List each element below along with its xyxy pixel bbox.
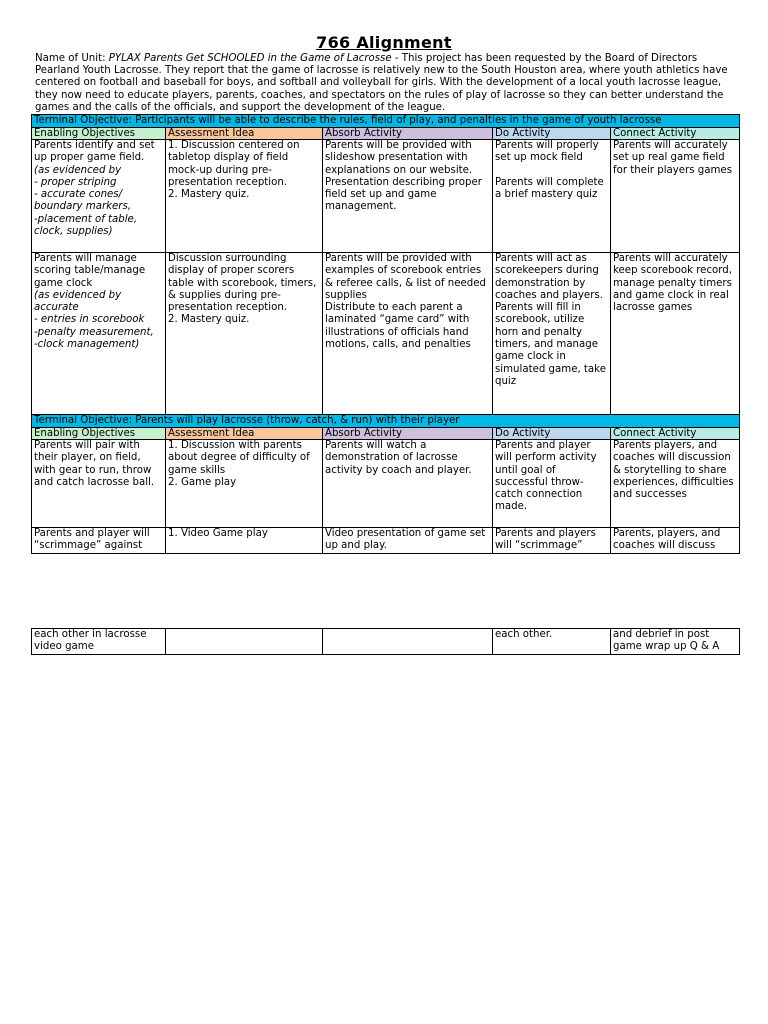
header-absorb-activity: Absorb Activity — [323, 428, 493, 440]
enabling-objective-cell: Parents will pair with their player, on field, with gear to run, throw and catch lacrosse ball. — [32, 440, 166, 528]
unit-label: Name of Unit: — [35, 53, 109, 64]
connect-activity-cell: and debrief in post game wrap up Q & A — [611, 629, 740, 655]
header-assessment-idea: Assessment Idea — [166, 428, 323, 440]
header-assessment-idea: Assessment Idea — [166, 128, 323, 140]
do-activity-cell — [493, 140, 611, 253]
header-absorb-activity: Absorb Activity — [323, 128, 493, 140]
do-activity-cell: Parents and player will perform activity until goal of successful throw-catch connection made. — [493, 440, 611, 528]
header-connect-activity: Connect Activity — [611, 428, 740, 440]
connect-activity-cell: Parents players, and coaches will discussion & storytelling to share experiences, difficulties and successes — [611, 440, 740, 528]
unit-intro-paragraph — [35, 53, 741, 114]
do-activity-cell: Parents will act as scorekeepers during demonstration by coaches and players. Parents will fill in scorebook, utilize horn and penalty timers, and manage game clock in simulated game, take quiz — [493, 253, 611, 415]
enabling-objective-cell — [32, 253, 166, 415]
enabling-objective-evidence: (as evidenced by - proper striping - accurate cones/ boundary markers, -placement of table, clock, supplies) — [34, 164, 138, 238]
table-row — [32, 253, 740, 415]
alignment-table-continuation — [31, 628, 740, 655]
document-title: 766 Alignment — [316, 33, 452, 52]
assessment-idea-cell: 1. Discussion centered on tabletop display of field mock-up during pre-presentation reception. 2. Mastery quiz. — [166, 140, 323, 253]
absorb-activity-cell — [323, 629, 493, 655]
connect-activity-cell: Parents will accurately keep scorebook record, manage penalty timers and game clock in real lacrosse games — [611, 253, 740, 415]
enabling-objective-cell — [32, 140, 166, 253]
enabling-objective-text: Parents will manage scoring table/manage game clock — [34, 253, 146, 289]
absorb-activity-cell: Parents will be provided with slideshow presentation with explanations on our website. Presentation describing proper field set up and game management. — [323, 140, 493, 253]
header-do-activity: Do Activity — [493, 428, 611, 440]
alignment-table — [31, 114, 740, 554]
enabling-objective-cell: each other in lacrosse video game — [32, 629, 166, 655]
connect-activity-cell: Parents, players, and coaches will discuss — [611, 528, 740, 554]
enabling-objective-evidence: (as evidenced by accurate - entries in scorebook -penalty measurement, -clock management) — [34, 289, 154, 351]
terminal-objective-row — [32, 415, 740, 428]
assessment-idea-cell: 1. Video Game play — [166, 528, 323, 554]
header-enabling-objectives: Enabling Objectives — [32, 128, 166, 140]
do-activity-cell: Parents and players will “scrimmage” — [493, 528, 611, 554]
assessment-idea-cell: 1. Discussion with parents about degree of difficulty of game skills 2. Game play — [166, 440, 323, 528]
terminal-objective: Terminal Objective: Parents will play lacrosse (throw, catch, & run) with their player — [32, 415, 740, 428]
assessment-idea-cell — [166, 629, 323, 655]
header-row — [32, 128, 740, 140]
header-connect-activity: Connect Activity — [611, 128, 740, 140]
table-row — [32, 528, 740, 554]
absorb-activity-cell: Video presentation of game set up and play. — [323, 528, 493, 554]
table-row — [32, 140, 740, 253]
header-row — [32, 428, 740, 440]
assessment-idea-cell: Discussion surrounding display of proper scorers table with scorebook, timers, & supplies during pre-presentation reception. 2. Mastery quiz. — [166, 253, 323, 415]
absorb-activity-cell: Parents will be provided with examples of scorebook entries & referee calls, & list of needed supplies Distribute to each parent a laminated “game card” with illustrations of officials hand motions, calls, and penalties — [323, 253, 493, 415]
table-row — [32, 629, 740, 655]
terminal-objective-row — [32, 115, 740, 128]
unit-description: - This project has been requested by the Board of Directors Pearland Youth Lacrosse. They report that the game of lacrosse is relatively new to the South Houston area, where youth athletics have centered on football and baseball for boys, and softball and volleyball for girls. With the development of a local youth lacrosse league, they now need to educate players, parents, coaches, and spectators on the rules of play of lacrosse so they can better understand the games and the calls of the officials, and support the development of the league. — [35, 53, 728, 113]
connect-activity-cell: Parents will accurately set up real game field for their players games — [611, 140, 740, 253]
enabling-objective-text: Parents identify and set up proper game field. — [34, 140, 155, 164]
do-activity-text: Parents will complete a brief mastery quiz — [495, 176, 604, 200]
unit-name: PYLAX Parents Get SCHOOLED in the Game of Lacrosse — [108, 53, 392, 64]
header-do-activity: Do Activity — [493, 128, 611, 140]
do-activity-text: Parents will properly set up mock field — [495, 140, 599, 164]
table-row — [32, 440, 740, 528]
enabling-objective-cell: Parents and player will “scrimmage” against — [32, 528, 166, 554]
header-enabling-objectives: Enabling Objectives — [32, 428, 166, 440]
do-activity-cell: each other. — [493, 629, 611, 655]
terminal-objective: Terminal Objective: Participants will be able to describe the rules, field of play, and penalties in the game of youth lacrosse — [32, 115, 740, 128]
absorb-activity-cell: Parents will watch a demonstration of lacrosse activity by coach and player. — [323, 440, 493, 528]
